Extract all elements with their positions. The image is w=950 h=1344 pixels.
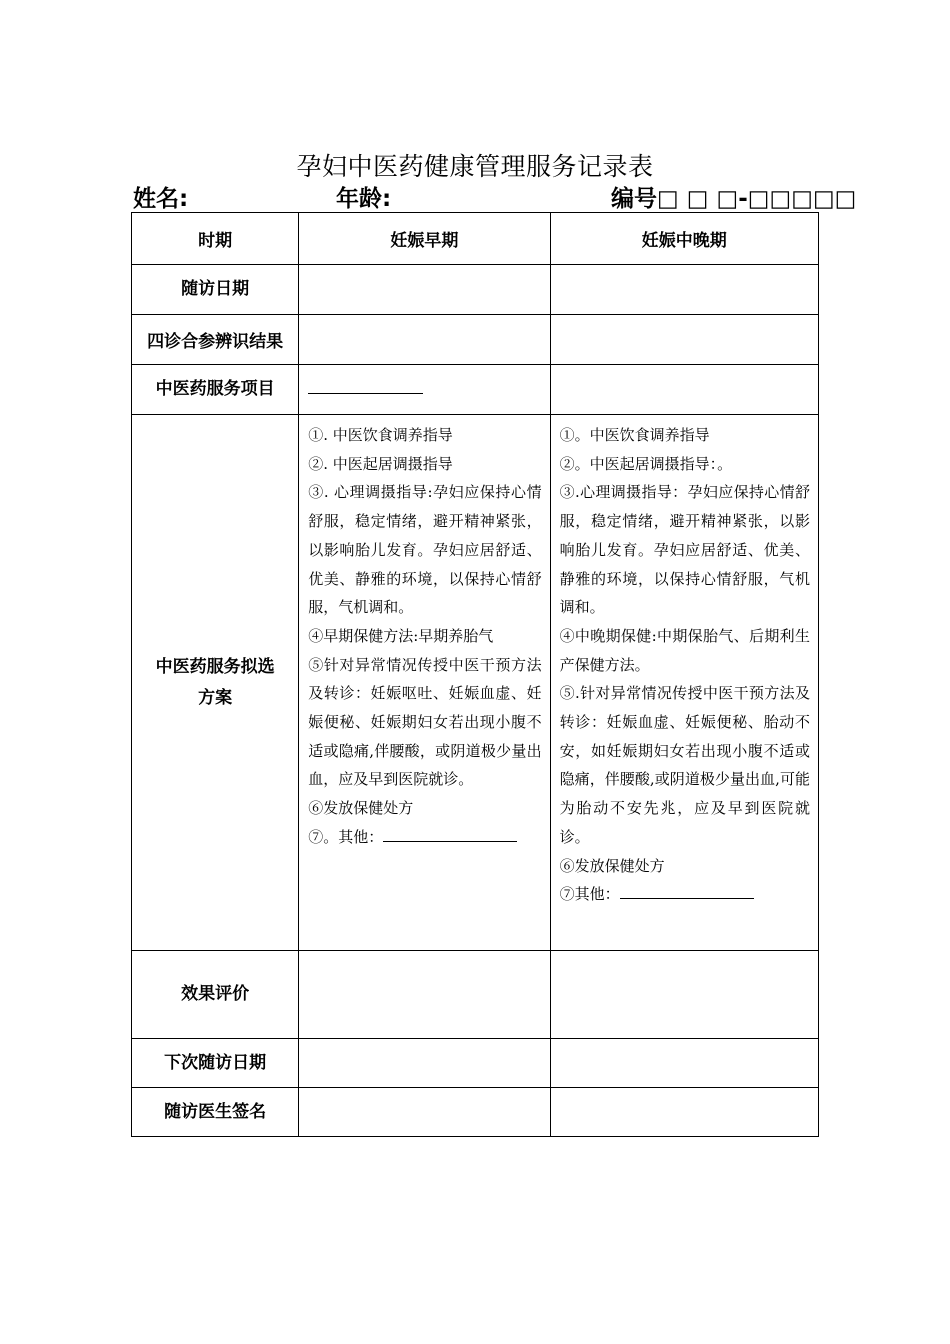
- diagnosis-late-cell[interactable]: [550, 315, 818, 365]
- plan-late-item: ⑥发放保健处方: [559, 856, 665, 875]
- fill-in-line: [308, 393, 423, 394]
- plan-late-other-label: ⑦其他：: [559, 885, 620, 904]
- service-items-early-cell[interactable]: [299, 365, 550, 415]
- effect-row: [132, 951, 819, 1039]
- plan-label-line-2: 方案: [198, 687, 233, 708]
- doctor-sign-label: 随访医生签名: [132, 1088, 299, 1137]
- plan-late-item: ③.心理调摄指导：孕妇应保持心情舒服，稳定情绪，避开精神紧张，以影响胎儿发育。孕妇应居舒适、优美、静雅的环境，以保持心情舒服，气机调和。: [559, 483, 810, 617]
- early-pregnancy-header: 妊娠早期: [299, 213, 550, 265]
- plan-label-line-1: 中医药服务拟选: [155, 656, 275, 677]
- plan-late-item: ②。中医起居调摄指导：。: [559, 454, 733, 473]
- age-label: 年龄:: [336, 186, 392, 212]
- table-header-row: [132, 213, 819, 265]
- diagnosis-early-cell[interactable]: [299, 315, 550, 365]
- plan-early-cell: [299, 415, 550, 951]
- plan-row: [132, 415, 819, 951]
- plan-label-cell: [132, 415, 299, 951]
- plan-late-item: ⑤.针对异常情况传授中医干预方法及转诊：妊娠血虚、妊娠便秘、胎动不安，如妊娠期妇女若出现小腹不适或隐痛，伴腰酸,或阴道极少量出血,可能为胎动不安先兆，应及早到医院就诊。: [559, 684, 810, 846]
- visit-date-label: 随访日期: [132, 265, 299, 315]
- diagnosis-label: 四诊合参辨识结果: [147, 332, 284, 352]
- effect-late-cell[interactable]: [550, 951, 818, 1039]
- period-header: 时期: [132, 213, 299, 265]
- service-items-row: [132, 365, 819, 415]
- form-title: 孕妇中医药健康管理服务记录表: [296, 152, 654, 181]
- next-visit-late-cell[interactable]: [550, 1039, 818, 1088]
- doctor-sign-row: [132, 1088, 819, 1137]
- service-items-label: 中医药服务项目: [132, 365, 299, 415]
- visit-date-row: [132, 265, 819, 315]
- next-visit-label: 下次随访日期: [132, 1039, 299, 1088]
- plan-early-item: ③. 心理调摄指导:孕妇应保持心情舒服，稳定情绪，避开精神紧张，以影响胎儿发育。孕妇应居舒适、优美、静雅的环境，以保持心情舒服，气机调和。: [308, 483, 542, 617]
- plan-early-other: [308, 823, 541, 852]
- record-table: [131, 212, 819, 1137]
- plan-early-item: ①. 中医饮食调养指导: [308, 426, 453, 444]
- next-visit-row: [132, 1039, 819, 1088]
- plan-late-item: ①。中医饮食调养指导: [559, 426, 710, 444]
- service-items-late-cell[interactable]: [550, 365, 818, 415]
- effect-early-cell[interactable]: [299, 951, 550, 1039]
- diagnosis-row: [132, 315, 819, 365]
- plan-late-item: ④中晚期保健:中期保胎气、后期利生产保健方法。: [559, 626, 810, 674]
- plan-early-other-label: ⑦。其他：: [308, 827, 384, 846]
- number-label: 编号□ □ □-□□□□□: [611, 186, 857, 212]
- other-blank-line: [383, 827, 517, 842]
- plan-late-cell: [550, 415, 818, 951]
- plan-early-item: ⑤针对异常情况传授中医干预方法及转诊：妊娠呕吐、妊娠血虚、妊娠便秘、妊娠期妇女若出现小腹不适或隐痛,伴腰酸，或阴道极少量出血，应及早到医院就诊。: [308, 655, 542, 789]
- mid-late-pregnancy-header: 妊娠中晚期: [550, 213, 818, 265]
- diagnosis-label-cell: [132, 315, 299, 365]
- plan-late-other: [560, 880, 810, 909]
- effect-label: 效果评价: [132, 951, 299, 1039]
- doctor-sign-late-cell[interactable]: [550, 1088, 818, 1137]
- plan-early-item: ④早期保健方法:早期养胎气: [308, 626, 494, 645]
- plan-early-item: ⑥发放保健处方: [308, 799, 414, 818]
- doctor-sign-early-cell[interactable]: [299, 1088, 550, 1137]
- next-visit-early-cell[interactable]: [299, 1039, 550, 1088]
- visit-date-late-cell[interactable]: [550, 265, 818, 315]
- name-label: 姓名:: [133, 186, 189, 212]
- visit-date-early-cell[interactable]: [299, 265, 550, 315]
- plan-early-item: ②. 中医起居调摄指导: [308, 454, 453, 473]
- other-blank-line: [620, 884, 754, 899]
